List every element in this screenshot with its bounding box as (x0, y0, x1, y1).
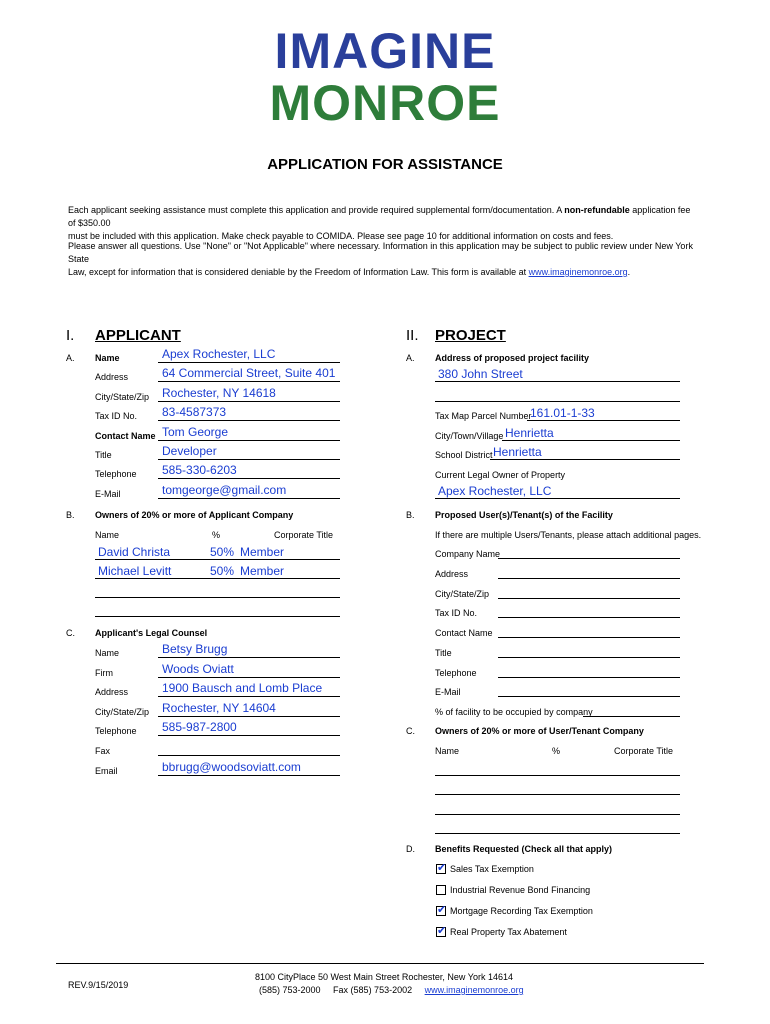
item-letter: B. (406, 510, 415, 520)
tenant-owner-row-field[interactable] (435, 775, 680, 776)
applicant-taxid-field[interactable]: 83-4587373 (162, 405, 227, 419)
counsel-email-field[interactable]: bbrugg@woodsoviatt.com (162, 760, 301, 774)
field-line (158, 677, 340, 678)
field-line (158, 716, 340, 717)
field-line (435, 381, 680, 382)
label-address: Address (95, 372, 129, 382)
owner-name-field[interactable]: Michael Levitt (98, 564, 172, 578)
label-user-title: Title (435, 648, 452, 658)
intro-bold: non-refundable (564, 205, 630, 215)
label-name: Name (95, 353, 120, 363)
user-address-field[interactable] (498, 578, 680, 579)
user-email-field[interactable] (498, 696, 680, 697)
owner-name-field[interactable]: David Christa (98, 545, 171, 559)
user-csz-field[interactable] (498, 598, 680, 599)
field-line (158, 401, 340, 402)
tenant-owner-row-field[interactable] (435, 833, 680, 834)
town-field[interactable]: Henrietta (505, 426, 554, 440)
applicant-email-field[interactable]: tomgeorge@gmail.com (162, 483, 287, 497)
field-line (502, 440, 680, 441)
user-title-field[interactable] (498, 657, 680, 658)
occupancy-pct-field[interactable] (583, 716, 680, 717)
counsel-fax-field[interactable] (158, 755, 340, 756)
owners-col-name: Name (95, 530, 120, 540)
section-heading-applicant: APPLICANT (95, 327, 181, 344)
user-taxid-field[interactable] (498, 617, 680, 618)
counsel-firm-field[interactable]: Woods Oviatt (162, 662, 234, 676)
benefit-label: Mortgage Recording Tax Exemption (450, 906, 593, 916)
item-letter: B. (66, 510, 75, 520)
users-note: If there are multiple Users/Tenants, please attach additional pages. (435, 530, 702, 540)
check-mark-icon: ✔ (437, 925, 447, 937)
tax-map-field[interactable]: 161.01-1-33 (530, 406, 595, 420)
label-telephone: Telephone (95, 469, 137, 479)
owner-title-field[interactable]: Member (240, 564, 285, 578)
section-numeral: II. (406, 327, 419, 344)
company-name-field[interactable] (498, 558, 680, 559)
field-line (158, 478, 340, 479)
section-heading-project: PROJECT (435, 327, 506, 344)
field-line (527, 420, 680, 421)
label-counsel-email: Email (95, 766, 118, 776)
counsel-heading: Applicant's Legal Counsel (95, 628, 208, 638)
intro-paragraph-1 (68, 204, 698, 243)
item-letter: A. (406, 353, 415, 363)
field-line (158, 459, 340, 460)
label-firm: Firm (95, 668, 113, 678)
users-heading: Proposed User(s)/Tenant(s) of the Facility (435, 510, 613, 520)
label-tax-id: Tax ID No. (95, 411, 138, 421)
label-counsel-address: Address (95, 687, 129, 697)
applicant-name-field[interactable]: Apex Rochester, LLC (162, 347, 276, 361)
owners-col-title: Corporate Title (274, 530, 334, 540)
field-line (158, 420, 340, 421)
logo-imagine: IMAGINE (274, 23, 496, 79)
benefit-label: Sales Tax Exemption (450, 864, 534, 874)
field-line (158, 735, 340, 736)
label-user-telephone: Telephone (435, 668, 477, 678)
user-contact-field[interactable] (498, 637, 680, 638)
field-line (490, 459, 680, 460)
intro-text: Each applicant seeking assistance must complete this application and provide required supplemental form/documentation. A (68, 205, 565, 215)
field-line (95, 578, 340, 579)
label-fax: Fax (95, 746, 111, 756)
label-tax-map: Tax Map Parcel Number (435, 411, 532, 421)
benefit-label: Industrial Revenue Bond Financing (450, 885, 591, 895)
label-user-address: Address (435, 569, 469, 579)
applicant-title-field[interactable]: Developer (162, 444, 217, 458)
footer-divider (56, 963, 704, 964)
tenant-col-name: Name (435, 746, 460, 756)
field-line (158, 362, 340, 363)
footer-address: 8100 CityPlace 50 West Main Street Rochester, New York 14614 (255, 972, 513, 982)
label-email: E-Mail (95, 489, 121, 499)
owners-heading: Owners of 20% or more of Applicant Company (95, 510, 294, 520)
section-numeral: I. (66, 327, 75, 344)
item-letter: C. (66, 628, 75, 638)
page-title: APPLICATION FOR ASSISTANCE (267, 156, 503, 173)
footer-phone-fax: (585) 753-2000 Fax (585) 753-2002 (259, 985, 425, 995)
intro-text: Law, except for information that is considered deniable by the Freedom of Information Law. This form is available at (68, 267, 529, 277)
counsel-phone-field[interactable]: 585-987-2800 (162, 720, 237, 734)
item-letter: A. (66, 353, 75, 363)
applicant-contact-field[interactable]: Tom George (162, 425, 229, 439)
label-legal-owner: Current Legal Owner of Property (435, 470, 566, 480)
field-line (435, 401, 680, 402)
tenant-owners-heading: Owners of 20% or more of User/Tenant Company (435, 726, 644, 736)
label-user-contact: Contact Name (435, 628, 493, 638)
field-line (158, 498, 340, 499)
label-counsel-csz: City/State/Zip (95, 707, 150, 717)
label-company-name: Company Name (435, 549, 501, 559)
project-address-field[interactable]: 380 John Street (438, 367, 523, 381)
applicant-csz-field[interactable]: Rochester, NY 14618 (162, 386, 276, 400)
owners-col-pct: % (212, 530, 221, 540)
label-user-email: E-Mail (435, 687, 461, 697)
check-mark-icon: ✔ (437, 862, 447, 874)
label-title: Title (95, 450, 112, 460)
intro-paragraph-2 (68, 240, 698, 279)
counsel-name-field[interactable]: Betsy Brugg (162, 642, 228, 656)
legal-owner-field[interactable]: Apex Rochester, LLC (438, 484, 552, 498)
benefit-checkbox[interactable] (436, 885, 446, 895)
footer-contact (259, 985, 524, 995)
item-letter: D. (406, 844, 415, 854)
website-link[interactable]: www.imaginemonroe.org (528, 267, 628, 277)
label-school-district: School District (435, 450, 493, 460)
owner-title-field[interactable]: Member (240, 545, 285, 559)
tenant-owner-row-field[interactable] (435, 794, 680, 795)
field-line (435, 498, 680, 499)
field-line (95, 559, 340, 560)
applicant-phone-field[interactable]: 585-330-6203 (162, 463, 237, 477)
field-line (158, 440, 340, 441)
owner-pct-field[interactable]: 50% (210, 545, 235, 559)
benefit-label: Real Property Tax Abatement (450, 927, 567, 937)
revision-date: REV.9/15/2019 (68, 980, 129, 990)
benefits-heading: Benefits Requested (Check all that apply) (435, 844, 613, 854)
field-line (95, 597, 340, 598)
label-project-address: Address of proposed project facility (435, 353, 590, 363)
field-line (158, 696, 340, 697)
field-line (158, 381, 340, 382)
intro-text: . (627, 267, 631, 277)
label-counsel-telephone: Telephone (95, 726, 137, 736)
field-line (95, 616, 340, 617)
label-occupancy-pct: % of facility to be occupied by company (435, 707, 593, 717)
item-letter: C. (406, 726, 415, 736)
footer-website-link[interactable]: www.imaginemonroe.org (424, 985, 524, 995)
applicant-address-field[interactable]: 64 Commercial Street, Suite 401 (162, 366, 336, 380)
label-user-taxid: Tax ID No. (435, 608, 478, 618)
label-town: City/Town/Village (435, 431, 504, 441)
label-counsel-name: Name (95, 648, 120, 658)
school-district-field[interactable]: Henrietta (493, 445, 542, 459)
check-mark-icon: ✔ (437, 904, 447, 916)
tenant-owner-row-field[interactable] (435, 814, 680, 815)
tenant-col-title: Corporate Title (614, 746, 674, 756)
intro-text: application fee of $350.00 (68, 205, 691, 228)
label-user-csz: City/State/Zip (435, 589, 490, 599)
owner-pct-field[interactable]: 50% (210, 564, 235, 578)
field-line (158, 657, 340, 658)
user-phone-field[interactable] (498, 677, 680, 678)
intro-text: Please answer all questions. Use "None" or "Not Applicable" where necessary. Information in this application may be subject to public review under New York State (68, 241, 693, 264)
label-contact-name: Contact Name (95, 431, 156, 441)
field-line (158, 775, 340, 776)
counsel-csz-field[interactable]: Rochester, NY 14604 (162, 701, 276, 715)
intro-text: must be included with this application. Make check payable to COMIDA. Please see page 10 for additional information on costs and fees. (68, 231, 614, 241)
logo-monroe: MONROE (269, 75, 501, 131)
tenant-col-pct: % (552, 746, 561, 756)
counsel-address-field[interactable]: 1900 Bausch and Lomb Place (162, 681, 323, 695)
label-city-state-zip: City/State/Zip (95, 392, 150, 402)
